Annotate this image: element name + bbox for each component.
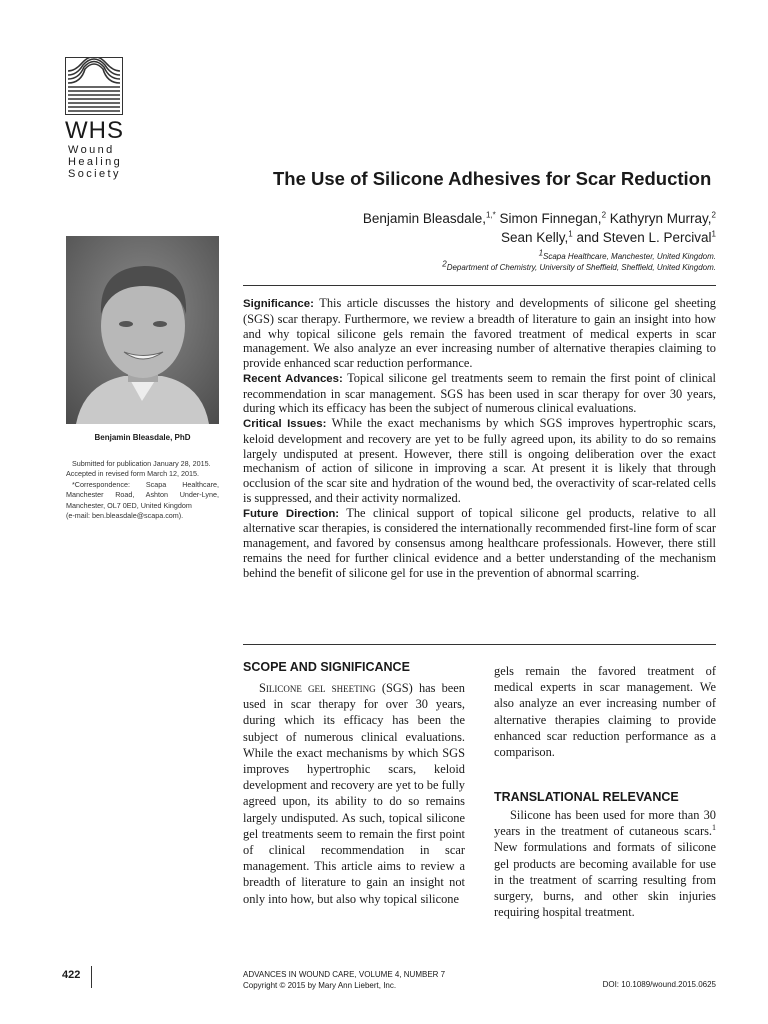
abstract-section xyxy=(243,416,716,506)
affiliation-text: Department of Chemistry, University of Sheffield, Sheffield, United Kingdom. xyxy=(446,263,716,272)
submission-notes xyxy=(66,459,219,521)
author-photo xyxy=(66,236,219,424)
doi: DOI: 10.1089/wound.2015.0625 xyxy=(602,980,716,989)
photo-caption: Benjamin Bleasdale, PhD xyxy=(94,433,191,442)
author-name: Benjamin Bleasdale, xyxy=(362,211,486,226)
abstract-section xyxy=(243,371,716,416)
author-name: Sean Kelly, xyxy=(500,230,569,245)
lead-phrase: Silicone gel sheeting xyxy=(259,681,376,695)
abstract-heading: Future Direction: xyxy=(243,507,340,520)
affiliation xyxy=(256,259,716,273)
affiliations xyxy=(256,248,716,273)
section-heading: TRANSLATIONAL RELEVANCE xyxy=(494,790,679,804)
abstract-text: This article discusses the history and developments of silicone gel sheeting (SGS) scar therapy. Furthermore, we review a breadth of literature to gain an insight into how and why topical silicone gels remain the favored treatment of medical experts in scar management. We also analyze an ever increasing number of alternative therapies claiming to provide enhanced scar reduction performance. xyxy=(243,296,716,370)
abstract-heading: Significance: xyxy=(243,298,314,310)
journal-info xyxy=(243,969,445,991)
page-number: 422 xyxy=(62,969,81,981)
abstract xyxy=(243,296,716,580)
author-line xyxy=(256,209,716,228)
accepted-date: Accepted in revised form March 12, 2015. xyxy=(66,469,200,479)
author-affil-mark: 1 xyxy=(568,229,573,239)
article-title: The Use of Silicone Adhesives for Scar Reduction xyxy=(273,168,712,189)
correspondence: *Correspondence: Scapa Healthcare, Manchester Road, Ashton Under-Lyne, Manchester, OL7 0ED, United Kingdom xyxy=(66,479,219,510)
scope-body-continued xyxy=(494,663,716,760)
author-affil-mark: 2 xyxy=(711,210,716,220)
abstract-section xyxy=(243,506,716,581)
abstract-heading: Recent Advances: xyxy=(243,372,343,385)
paragraph-text: gels remain the favored treatment of medical experts in scar management. We also analyze an ever increasing number of alternative therapies claiming to provide enhanced scar reduction performance as a comparison. xyxy=(494,664,716,760)
paragraph-text: New formulations and formats of silicone gel products are becoming available for use in the treatment of scarring resulting from surgery, burns, and other skin injuries requiring hospital treatment. xyxy=(494,840,716,920)
logo-wordmark xyxy=(68,144,122,180)
author-affil-mark: 2 xyxy=(601,210,607,220)
abstract-text: The clinical support of topical silicone gel products, relative to all alternative scar therapies, is considered the internationally recommended first-line form of scar management, and favored by consensus among healthcare professionals. However, there still remains the need for further clinical evidence and a better understanding of the mechanism behind the benefit of silicone gel for use in the prevention of abnormal scarring. xyxy=(243,505,717,580)
scope-body xyxy=(243,680,465,907)
paragraph-text: (SGS) has been used in scar therapy for over 30 years, during which its efficacy has been the subject of numerous clinical evaluations. While the exact mechanisms by which SGS improves hypertrophic scars, keloid development and recovery are yet to be fully agreed upon, its ability to do so remains largely undisputed. As such, topical silicone gel treatments seem to remain the first point of clinical recommendation in scar management. This article aims to review a breadth of literature to gain an insight not only into how, but also why topical silicone xyxy=(243,681,465,906)
author-list xyxy=(256,209,716,247)
abstract-text: While the exact mechanisms by which SGS improves hypertrophic scars, keloid development and recovery are yet to be fully agreed upon, its ability to do so remains largely undisputed at present. However, there still is ongoing deliberation over the exact mechanism of action of silicone in improving a scar. At present it is likely that through occlusion of the scar site and hydration of the wound bed, the overactivity of scar-related cells is suppressed, and their activity normalized. xyxy=(243,416,716,505)
logo-word: Healing xyxy=(68,156,123,168)
abstract-section xyxy=(243,296,716,371)
affiliation xyxy=(256,248,716,262)
logo-word: Society xyxy=(68,168,121,180)
author-name: Simon Finnegan, xyxy=(495,211,602,226)
author-name: Kathyryn Murray, xyxy=(606,211,712,226)
correspondence-email: (e-mail: ben.bleasdale@scapa.com). xyxy=(66,511,184,521)
abstract-heading: Critical Issues: xyxy=(243,418,327,430)
affiliation-number: 2 xyxy=(442,259,447,269)
abstract-text: Topical silicone gel treatments seem to remain the first point of clinical recommendation in scar management. SGS has been used in scar therapy for over 30 years, during which its efficacy has been the subject of numerous clinical evaluations. xyxy=(243,370,716,416)
copyright: Copyright © 2015 by Mary Ann Liebert, Inc. xyxy=(243,981,397,990)
logo-word: Wound xyxy=(68,144,115,156)
affiliation-text: Scapa Healthcare, Manchester, United Kingdom. xyxy=(543,252,716,261)
author-affil-mark: 1,* xyxy=(485,210,496,220)
divider xyxy=(243,644,716,645)
whs-logo-icon xyxy=(65,57,123,115)
logo-abbreviation: WHS xyxy=(65,117,124,144)
journal-name: ADVANCES IN WOUND CARE, VOLUME 4, NUMBER 7 xyxy=(243,970,446,979)
author-name: and Steven L. Percival xyxy=(572,230,712,245)
affiliation-number: 1 xyxy=(538,248,544,258)
footer-divider xyxy=(91,966,92,988)
section-heading: SCOPE AND SIGNIFICANCE xyxy=(243,660,410,674)
submitted-date: Submitted for publication January 28, 2015. xyxy=(72,459,211,468)
author-line xyxy=(256,228,716,247)
paragraph-text: Silicone has been used for more than 30 years in the treatment of cutaneous scars. xyxy=(494,808,716,839)
divider xyxy=(243,285,716,286)
author-affil-mark: 1 xyxy=(711,229,716,239)
reference-mark: 1 xyxy=(712,823,716,833)
translational-body xyxy=(494,807,716,920)
